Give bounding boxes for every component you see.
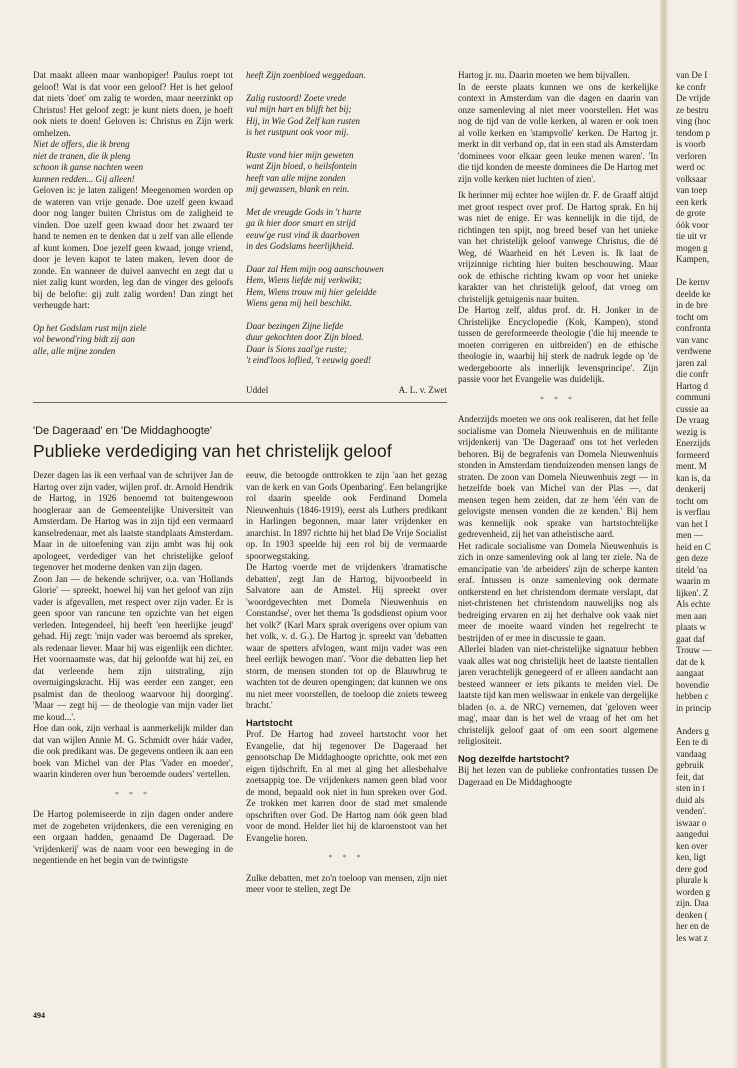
section-divider — [33, 402, 447, 403]
cropped-line: formeerd — [676, 449, 710, 460]
cropped-line: tie uit vr — [676, 231, 707, 241]
poem-line: Hem, Wiens liefde mij verkwikt; — [246, 275, 362, 285]
cropped-line: les wat z — [676, 932, 708, 943]
cropped-line: gebruik — [676, 760, 704, 770]
cropped-line: in princip — [676, 702, 712, 713]
cropped-line: men — — [676, 530, 704, 540]
page-number: 494 — [33, 1011, 45, 1020]
cropped-line: Een te di — [676, 737, 709, 747]
signature-line — [246, 385, 447, 395]
cropped-line: gaat daf — [676, 633, 706, 644]
poem-line: mij gewassen, blank en rein. — [246, 184, 350, 194]
cropped-line: ving (hoc — [676, 116, 711, 126]
cropped-line: die confr — [676, 369, 709, 379]
cropped-line: werd oc — [676, 162, 706, 172]
paragraph: Zoon Jan — de bekende schrijver, o.a. van 'Hollands Glorie' — spreekt, hoewel hij van het geloof van zijn vader is afgevallen, met respect over zijn vader. Er is geen spoor van rancune ten opzichte van het eigen verleden. Integendeel, hij heeft 'een heerlijke jeugd' gehad. Hij zegt: 'mijn vader was beroemd als spreker, als redenaar liever. Maar hij was eigenlijk een dichter. Het voornaamste was, dat hij geloofde wat hij zei, en dat verleende hem zijn uitstraling, zijn overtuigingskracht. Hij was eerder een zanger, een psalmist dan de theoloog waarvoor hij doorging'. 'Maar — zegt hij — de theologie van mijn vader liet me koud...'. — [33, 573, 233, 722]
cropped-line: aangaat — [676, 668, 704, 678]
poem-line: heeft van alle mijne zonden — [246, 172, 346, 183]
poem-line: schoon ik ganse nachten ween — [33, 162, 144, 172]
article-headline: Publieke verdediging van het christelijk geloof — [33, 441, 392, 461]
cropped-line: dat de k — [676, 656, 705, 667]
poem-line: Hij, in Wie God Zelf kan rusten — [246, 115, 360, 126]
paragraph: Bij het lezen van de publieke confrontaties tussen De Dageraad en De Middaghoogte — [458, 765, 658, 787]
cropped-line — [676, 266, 738, 278]
cropped-line: De kernv — [676, 277, 710, 287]
poem-line: niet de tranen, die ik pleng — [33, 150, 131, 161]
paragraph: De Hartog voerde met de vrijdenkers 'dramatische debatten', zegt Jan de Hartog, bijvoorbeeld in Salvatore aan de Amstel. Hij spreekt over 'woordgevechten met Domela Nieuwenhuis en Constandse', over het thema 'Is godsdienst opium voor het volk?' (Karl Marx sprak overigens over opium van het volk, v. d. G.). De Hartog jr. spreekt van 'debatten waar de spetters afvlogen, want mijn vader was een heel eerlijk bewogen man'. 'Voor die debatten liep het storm, de mensen stonden tot op de Blauwbrug te wachten tot de deuren opengingen; dat kunnen we ons nu niet meer voorstellen, de toeloop die zoiets teweeg bracht.' — [246, 562, 447, 710]
cropped-line: van De I — [676, 70, 708, 80]
paragraph: Geloven is: je laten zaligen! Meegenomen worden op de wateren van vrije genade. Doe uzelf geen kwaad door nog langer buiten Christus om de zaligheid te vinden. Doe uzelf geen kwaad door het zwaard ter hand te nemen en te denken dat u zelf van alle ellende af kunt komen. Doe jezelf geen kwaad, jonge vriend, door je leven kapot te laten maken, leven door de zonde. En wanneer de duivel aanvecht en zegt dat u niet zalig kunt worden, leg dan de vinger des geloofs bij de belofte: gij zult zalig worden! Dan zingt het verheugde hart: — [33, 185, 233, 310]
subheading: Nog dezelfde hartstocht? — [458, 753, 570, 764]
paragraph: Dezer dagen las ik een verhaal van de schrijver Jan de Hartog over zijn vader, wijlen prof. dr. Arnold Hendrik de Hartog, in 1926 benoemd tot buitengewoon hoogleraar aan de Gemeentelijke Universiteit van Amsterdam. De Hartog was in zijn tijd een vermaard kanselredenaar, met als laatste standplaats Amsterdam. Maar in de uitoefening van zijn ambt was hij ook apologeet, verdediger van het christelijke geloof tegenover het moderne denken van zijn dagen. — [33, 470, 233, 572]
poem-line: duur gekochten door Zijn bloed. — [246, 332, 364, 342]
poem-stanza — [246, 264, 447, 310]
paragraph: Anderzijds moeten we ons ook realiseren, dat het felle socialisme van Domela Nieuwenhuis en de militante vrijdenkerij van 'De Dageraad' ons tot het verleden behoren. Bij de begrafenis van Domela Nieuwenhuis stonden in Amsterdam tienduizenden mensen langs de straten. De zoon van Domela Nieuwenhuis zegt — in hetzelfde boek van Michel van der Plas —, dat mensen tegen hem zeiden, dat ze hem 'één van de gelovigste mensen vonden die ze kenden.' Bij hem was kennelijk ook sprake van hartstochtelijke gedrevenheid, zij het van atheïstische aard. — [458, 414, 658, 539]
paragraph: In de eerste plaats kunnen we ons de kerkelijke context in Amsterdam van die dagen en daarin van onze samenleving al niet meer voorstellen. Het was nog de tijd van de volle kerken, al waren er ook toen al volle kerken en 'stampvolle' kerken. De Hartog jr. merkt in dit verband op, dat in een stad als Amsterdam 'dominees voor elkaar geen leuke menen waren'. 'In die tijd konden de meeste dominees die De Hartog met zijn volle kerken niet luchten of zien'. — [458, 81, 658, 184]
cropped-line: zijn. Daa — [676, 898, 709, 908]
signature-place: Uddel — [246, 385, 269, 395]
cropped-line: een kerk — [676, 196, 708, 207]
poem-stanza — [246, 93, 447, 139]
page-gutter — [660, 0, 668, 1068]
section-break: * * * — [328, 853, 365, 862]
poem-stanza — [246, 321, 447, 367]
cropped-line: óók voor — [676, 219, 709, 230]
paragraph: De Hartog zelf, aldus prof. dr. H. Jonker in de Christelijke Encyclopedie (Kok, Kampen), stond tussen de gereformeerde theologie ('die hij meende te moeten corrigeren en uitbreiden') en de ethische theologie in, waarbij hij sterk de nadruk legde op 'de wedergeboorte als innerlijk levensprincipe'. Zijn passie voor het Evangelie was duidelijk. — [458, 305, 658, 384]
cropped-line: hebben c — [676, 691, 709, 701]
cropped-line — [676, 714, 738, 726]
cropped-line: ze bestru — [676, 104, 709, 115]
cropped-line: lijken'. Z — [676, 587, 709, 598]
page-edge-shadow — [732, 0, 738, 1068]
cropped-line: vandaag — [676, 748, 707, 759]
column-3-article-continued — [458, 70, 658, 788]
cropped-line: feit, dat — [676, 771, 704, 782]
poem-line: ga ik hier door smart en strijd — [246, 218, 356, 228]
cropped-line: wezig is — [676, 426, 707, 437]
cropped-line: kan is, da — [676, 472, 711, 483]
cropped-line: heid en C — [676, 541, 711, 552]
section-break: * * * — [540, 394, 576, 404]
poem-line: in des Godslams heerlijkheid. — [246, 241, 355, 251]
cropped-line: confronta — [676, 323, 711, 333]
paragraph: Dat maakt alleen maar wanhopiger! Paulus roept tot geloof! Wat is dat voor een geloof? Het is het geloof dat niets 'doet' om zalig te worden, maar neerzinkt op Christus! Het geloof zegt: je kunt niets doen, je hoeft ook niets te doen! Geloven is: Christus en Zijn werk omhelzen. — [33, 70, 233, 138]
paragraph: De Hartog polemiseerde in zijn dagen onder andere met de zogeheten vrijdenkers, die een vereniging en een orgaan hadden, genaamd De Dageraad. De 'vrijdenkerij' was de naam voor een beweging in de negentiende en het begin van de twintigste — [33, 809, 233, 865]
cropped-line: Enerzijds — [676, 438, 711, 448]
cropped-line: cussie aa — [676, 403, 709, 414]
column-2-poem — [246, 70, 447, 378]
cropped-line: jaren zal — [676, 357, 708, 368]
cropped-line: Kampen, — [676, 254, 710, 264]
poem-line: Daar is Sions zaal'ge ruste; — [246, 343, 347, 354]
poem-line: kunnen redden... Gij alleen! — [33, 173, 135, 184]
paragraph: Allerlei bladen van niet-christelijke signatuur hebben vaak alles wat nog christelijk heet de laatste tientallen jaren verachtelijk genegeerd of er alleen aandacht aan besteed wanneer er iets pikants te melden viel. De laatste tijd kan men weliswaar in enkele van dergelijke bladen (o. a. de NRC) vernemen, dat 'geloven weer mag', maar dan is het wel de vraag of het om het christelijk geloof gaat of om een soort algemene religiositeit. — [458, 644, 658, 746]
cropped-line: duid als — [676, 794, 705, 805]
poem-fragment-1 — [33, 139, 233, 185]
cropped-line: her en de — [676, 921, 710, 931]
cropped-line: ken, ligt — [676, 852, 706, 862]
paragraph: Hartog jr. nu. Daarin moeten we hem bijvallen. — [458, 70, 630, 80]
cropped-line: tocht om — [676, 311, 709, 322]
poem-line: Hem, Wiens trouw mij hier geleidde — [246, 286, 377, 297]
poem-stanza — [246, 207, 447, 253]
poem-line: Daar zal Hem mijn oog aanschouwen — [246, 263, 384, 274]
cropped-line: aangedui — [676, 829, 709, 839]
signature-author: A. L. v. Zwet — [398, 385, 447, 395]
poem-stanza — [246, 70, 447, 82]
article-kicker: 'De Dageraad' en 'De Middaghoogte' — [33, 425, 213, 437]
cropped-line: ken over — [676, 840, 708, 851]
cropped-line: sten in t — [676, 783, 705, 793]
poem-line: Zalig rustoord! Zoete vrede — [246, 92, 347, 103]
cropped-line: worden g — [676, 886, 711, 897]
paragraph: Hoe dan ook, zijn verhaal is aanmerkelijk milder dan dat van wijlen Annie M. G. Schmidt over háár vader, die ook predikant was. De gegevens ontleen ik aan een boek van Michel van der Plas 'Vader en moeder', waarin kinderen over hun 'beroemde ouders' vertellen. — [33, 723, 233, 779]
cropped-line: tocht om — [676, 495, 709, 506]
cropped-line: Anders g — [676, 725, 710, 736]
cropped-line: denkerij — [676, 484, 706, 494]
cropped-line: venden'. — [676, 806, 707, 816]
cropped-line: De vraag — [676, 415, 710, 425]
cropped-line: deelde ke — [676, 288, 711, 299]
cropped-line: ment. M — [676, 461, 707, 471]
paragraph: Het radicale socialisme van Domela Nieuwenhuis is zich in onze samenleving ook al lang ter ziele. Na de emancipatie van 'de arbeiders' zijn de scherpe kanten eraf. Intussen is onze samenleving ook dermate ontkerstend en het christendom dermate verslapt, dat niet-christenen het christendom nauwelijks nog als bedreiging ervaren en zij het derhalve ook vaak niet meer de moeite waard vinden het regelrecht te bestrijden of er mee in discussie te gaan. — [458, 540, 658, 643]
paragraph: eeuw, die betoogde onttrokken te zijn 'aan het gezag van de kerk en van Gods Openbaring'. Een belangrijke rol daarin speelde ook Ferdinand Domela Nieuwenhuis (1846-1919), eerst als Luthers predikant in Harlingen begonnen, maar later vrijdenker en anarchist. In 1897 richtte hij het blad De Vrije Socialist op. In 1903 speelde hij een rol bij de vermaarde spoorwegstaking. — [246, 470, 447, 561]
cropped-line: is voorb — [676, 139, 706, 149]
article-column-2 — [246, 470, 447, 896]
cropped-line: communi — [676, 392, 711, 402]
paragraph: Prof. De Hartog had zoveel hartstocht voor het Evangelie, dat hij tegenover De Dageraad het genootschap De Middaghoogte oprichtte, ook met een eigen tijdschrift. En al met al ging het allesbehalve zoetsappig toe. De vrijdenkers namen geen blad voor de mond, bepaald ook niet in hun spreken over God. Ze trokken met karren door de stad met smalende opschriften over God. De Hartog nam óók geen blad voor de mond. Helder liet hij de klaroenstoot van het Evangelie horen. — [246, 729, 447, 843]
cropped-line: verdwene — [676, 346, 712, 356]
paragraph: Zulke debatten, met zo'n toeloop van mensen, zijn niet meer voor te stellen, zegt De — [246, 872, 447, 894]
cropped-line: volksaar — [676, 173, 707, 184]
column-4-cropped — [676, 70, 738, 944]
cropped-line: van toep — [676, 185, 708, 195]
cropped-line: Als echte — [676, 599, 711, 609]
poem-fragment-2 — [33, 323, 233, 358]
cropped-line: iswaar o — [676, 817, 707, 828]
subheading: Hartstocht — [246, 717, 293, 728]
cropped-line: De vrijde — [676, 93, 711, 103]
cropped-line: de grote — [676, 208, 706, 218]
poem-line: eeuw'ge rust vind ik daarboven — [246, 229, 360, 240]
cropped-line: titeld 'na — [676, 564, 708, 575]
cropped-line: in de bre — [676, 300, 708, 310]
cropped-line: denken ( — [676, 909, 708, 920]
cropped-line: plaats w — [676, 622, 707, 632]
poem-line: is het rustpunt ook voor mij. — [246, 127, 349, 137]
poem-line: vol bewond'ring bidt zij aan — [33, 334, 135, 344]
poem-line: Daar bezingen Zijne liefde — [246, 320, 344, 331]
paragraph: Ik herinner mij echter hoe wijlen dr. F. de Graaff altijd met groot respect over prof. De Hartog sprak. En hij was niet de enige. Er was kennelijk in die tijd, de richtingen ten spijt, nog breed besef van het unieke van het christelijk geloof vanwege Christus, die dé Weg, dé Waarheid en hét Leven is. Ik laat de vrijzinnige richting hier buiten beschouwing. Maar ook de ethische richting kwam op voor het unieke karakter van het christelijk geloof, dat vroeg om christelijk getuigenis naar buiten. — [458, 190, 658, 304]
cropped-line: verloren — [676, 150, 707, 161]
poem-line: alle, alle mijne zonden — [33, 345, 116, 356]
poem-line: want Zijn bloed, o heilsfontein — [246, 161, 357, 171]
cropped-line: van vanc — [676, 334, 709, 345]
cropped-line: is verflau — [676, 507, 711, 517]
cropped-line: waarin m — [676, 576, 711, 586]
cropped-line: gen deze — [676, 553, 709, 563]
cropped-line: plurale k — [676, 875, 709, 885]
section-break: * * * — [115, 789, 151, 799]
cropped-line: mogen g — [676, 242, 708, 253]
article-column-1 — [33, 470, 233, 867]
cropped-line: men aan — [676, 610, 707, 621]
cropped-line: ke confr — [676, 81, 707, 92]
poem-line: Wiens gena mij heil beschikt. — [246, 298, 352, 308]
poem-line: Ruste vond hier mijn geweten — [246, 149, 354, 160]
cropped-line: bovendie — [676, 679, 710, 690]
poem-line: Op het Godslam rust mijn ziele — [33, 322, 147, 333]
poem-stanza — [246, 150, 447, 196]
cropped-line: Trouw — — [676, 645, 712, 655]
poem-line: vul mijn hart en blijft het bij; — [246, 104, 352, 114]
cropped-line: van het I — [676, 518, 708, 529]
column-1-meditation — [33, 70, 233, 357]
cropped-line: tendom p — [676, 127, 711, 138]
poem-line: Met de vreugde Gods in 't harte — [246, 206, 362, 217]
poem-line: heeft Zijn zoenbloed weggedaan. — [246, 70, 366, 80]
cropped-line: Hartog d — [676, 380, 709, 391]
poem-line: Niet de offers, die ik breng — [33, 139, 130, 149]
cropped-line: dere god — [676, 863, 708, 874]
poem-line: 't eind'loos loflied, 't eeuwig goed! — [246, 355, 372, 365]
